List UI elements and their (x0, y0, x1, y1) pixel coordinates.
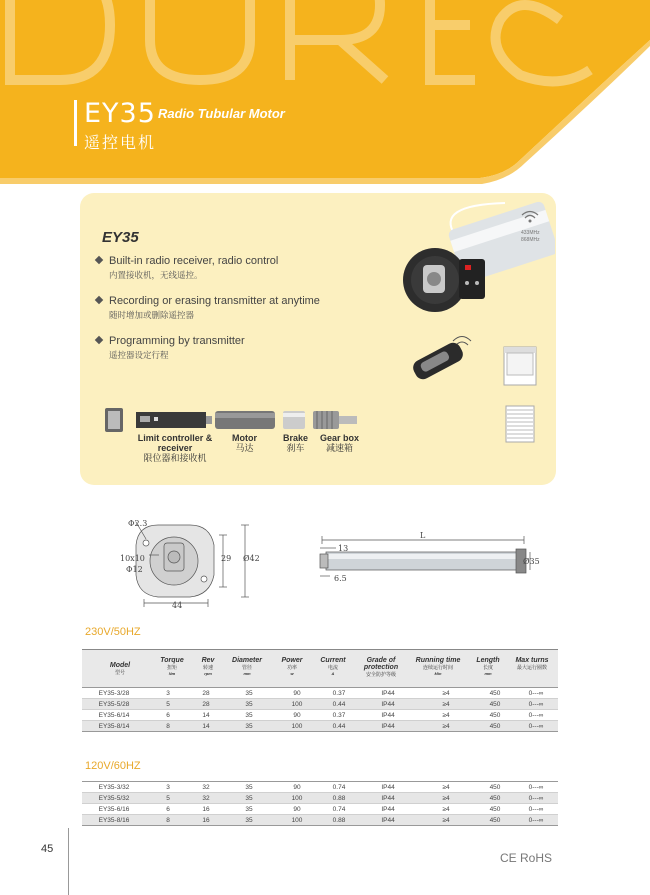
bullet-icon (95, 256, 103, 264)
table-cell: 6 (146, 710, 190, 721)
table-cell: 0.44 (318, 721, 360, 732)
table-cell: 35 (222, 699, 276, 710)
dimension-label: Ø35 (523, 557, 540, 566)
table-cell: 0---∞ (514, 699, 558, 710)
column-header: Diameter 管径 mm (232, 657, 262, 676)
dimension-label: Ø42 (243, 554, 260, 563)
part-label: Motor 马达 (232, 433, 257, 453)
dimension-label: 13 (338, 544, 349, 553)
table-cell: 14 (190, 721, 222, 732)
table-cell: 28 (190, 688, 222, 699)
table-cell: IP44 (360, 804, 416, 815)
table-cell: 16 (190, 804, 222, 815)
table-row (82, 793, 558, 804)
table-cell: 0---∞ (514, 793, 558, 804)
table-cell: 3 (146, 782, 190, 793)
part-label: Gear box 减速箱 (319, 433, 359, 453)
table-cell: 90 (276, 782, 318, 793)
table-cell: 16 (190, 815, 222, 826)
page-divider (68, 828, 69, 895)
bullet-icon (95, 296, 103, 304)
table-cell: IP44 (360, 721, 416, 732)
certification-marks: CE RoHS (500, 851, 553, 865)
table-cell: 100 (276, 699, 318, 710)
table-cell: 450 (476, 804, 514, 815)
table-cell: ≥4 (416, 815, 476, 826)
page-subtitle-cn: 遥控电机 (84, 135, 157, 152)
table-cell: 450 (476, 710, 514, 721)
table-cell: 5 (146, 793, 190, 804)
table-cell: 0---∞ (514, 710, 558, 721)
table-cell: IP44 (360, 688, 416, 699)
page-number: 45 (41, 843, 54, 855)
dimension-label: 29 (221, 554, 232, 563)
table-cell: 450 (476, 721, 514, 732)
table-cell: 0---∞ (514, 815, 558, 826)
table-cell: EY35-5/28 (82, 699, 146, 710)
table-cell: 28 (190, 699, 222, 710)
table-cell: ≥4 (416, 699, 476, 710)
table-cell: 0.74 (318, 804, 360, 815)
table-cell: ≥4 (416, 710, 476, 721)
table-cell: 450 (476, 815, 514, 826)
column-header: Running time 连续运行时间 Min (415, 657, 461, 676)
column-header: Model 型号 (109, 662, 131, 676)
table-cell: 100 (276, 793, 318, 804)
feature-item: Programming by transmitter 遥控器设定行程 (96, 335, 245, 361)
table-cell: 32 (190, 793, 222, 804)
feature-item: Built-in radio receiver, radio control 内置接收机，无线遥控。 (96, 255, 278, 281)
page-subtitle: Radio Tubular Motor (158, 106, 285, 121)
motor-parts-image (100, 405, 380, 435)
venetian-blind-icon (505, 405, 535, 443)
column-header: Torque 扭矩 Nm (160, 657, 184, 676)
table-row (82, 688, 558, 699)
table-cell: 90 (276, 710, 318, 721)
table-cell: EY35-8/16 (82, 815, 146, 826)
header-band (0, 0, 650, 190)
table-cell: IP44 (360, 782, 416, 793)
bullet-icon (95, 336, 103, 344)
table-cell: 32 (190, 782, 222, 793)
table-cell: ≥4 (416, 721, 476, 732)
table-cell: EY35-3/32 (82, 782, 146, 793)
table-row (82, 804, 558, 815)
column-header: Rev 转速 rpm (201, 657, 215, 676)
spec-table-120v (82, 781, 558, 826)
table-cell: 35 (222, 793, 276, 804)
table-cell: 0---∞ (514, 721, 558, 732)
table-cell: 5 (146, 699, 190, 710)
table-cell: 450 (476, 782, 514, 793)
table-cell: 450 (476, 793, 514, 804)
column-header: Current 电流 A (320, 657, 346, 676)
roller-blind-icon (503, 345, 537, 387)
freq-label: 868MHz (521, 237, 540, 243)
table-cell: 0---∞ (514, 804, 558, 815)
remote-image (404, 335, 476, 391)
table-cell: ≥4 (416, 688, 476, 699)
dimension-label: Φ12 (126, 565, 143, 574)
table-cell: ≥4 (416, 804, 476, 815)
table-cell: EY35-3/28 (82, 688, 146, 699)
dimension-label: L (420, 531, 426, 540)
dimension-label: 6.5 (334, 574, 347, 583)
motor-tube-drawing (312, 532, 552, 584)
part-label: Brake 刹车 (282, 433, 309, 453)
spec-table-230v (82, 687, 558, 732)
table-cell: 0.88 (318, 793, 360, 804)
column-header: Grade of protection 安全防护等级 (363, 657, 399, 678)
table-cell: 0.44 (318, 699, 360, 710)
table-cell: 100 (276, 815, 318, 826)
table-cell: IP44 (360, 710, 416, 721)
table-row (82, 815, 558, 826)
table-row (82, 721, 558, 732)
table-cell: 35 (222, 804, 276, 815)
table-cell: 3 (146, 688, 190, 699)
table-cell: EY35-8/14 (82, 721, 146, 732)
table-cell: 35 (222, 815, 276, 826)
dimension-label: 44 (172, 601, 183, 610)
wifi-icon (520, 210, 540, 224)
table-cell: 0---∞ (514, 688, 558, 699)
table-cell: 6 (146, 804, 190, 815)
title-divider (74, 100, 77, 146)
table-cell: IP44 (360, 699, 416, 710)
table-row (82, 782, 558, 793)
table-cell: IP44 (360, 793, 416, 804)
table-cell: 450 (476, 688, 514, 699)
table-cell: 450 (476, 699, 514, 710)
table-row (82, 699, 558, 710)
table-cell: 0.37 (318, 710, 360, 721)
table-cell: 35 (222, 688, 276, 699)
dimension-label: Φ2.3 (128, 519, 148, 528)
table-cell: 0.74 (318, 782, 360, 793)
table-cell: EY35-6/16 (82, 804, 146, 815)
table-cell: 8 (146, 815, 190, 826)
part-label: Limit controller & receiver 限位器和接收机 (137, 433, 213, 463)
table-cell: 14 (190, 710, 222, 721)
table-cell: 90 (276, 688, 318, 699)
dimension-label: 10x10 (120, 554, 145, 563)
column-header: Length 长度 mm (476, 657, 500, 676)
table-cell: 0.37 (318, 688, 360, 699)
table-title: 120V/60HZ (85, 760, 141, 772)
column-header: Power 功率 w (281, 657, 303, 676)
table-cell: 0.88 (318, 815, 360, 826)
table-cell: ≥4 (416, 793, 476, 804)
table-cell: 35 (222, 710, 276, 721)
page-title: EY35 (84, 98, 156, 129)
table-cell: 100 (276, 721, 318, 732)
table-cell: 0---∞ (514, 782, 558, 793)
table-cell: 90 (276, 804, 318, 815)
table-cell: EY35-5/32 (82, 793, 146, 804)
column-header: Max turns 最大运行圈数 (515, 657, 549, 671)
table-cell: EY35-6/14 (82, 710, 146, 721)
table-title: 230V/50HZ (85, 626, 141, 638)
table-cell: ≥4 (416, 782, 476, 793)
table-row (82, 710, 558, 721)
feature-model: EY35 (102, 229, 139, 246)
table-cell: 8 (146, 721, 190, 732)
table-cell: 35 (222, 721, 276, 732)
table-cell: 35 (222, 782, 276, 793)
table-cell: IP44 (360, 815, 416, 826)
freq-label: 433MHz (521, 230, 540, 236)
feature-item: Recording or erasing transmitter at anytime 随时增加或删除遥控器 (96, 295, 320, 321)
